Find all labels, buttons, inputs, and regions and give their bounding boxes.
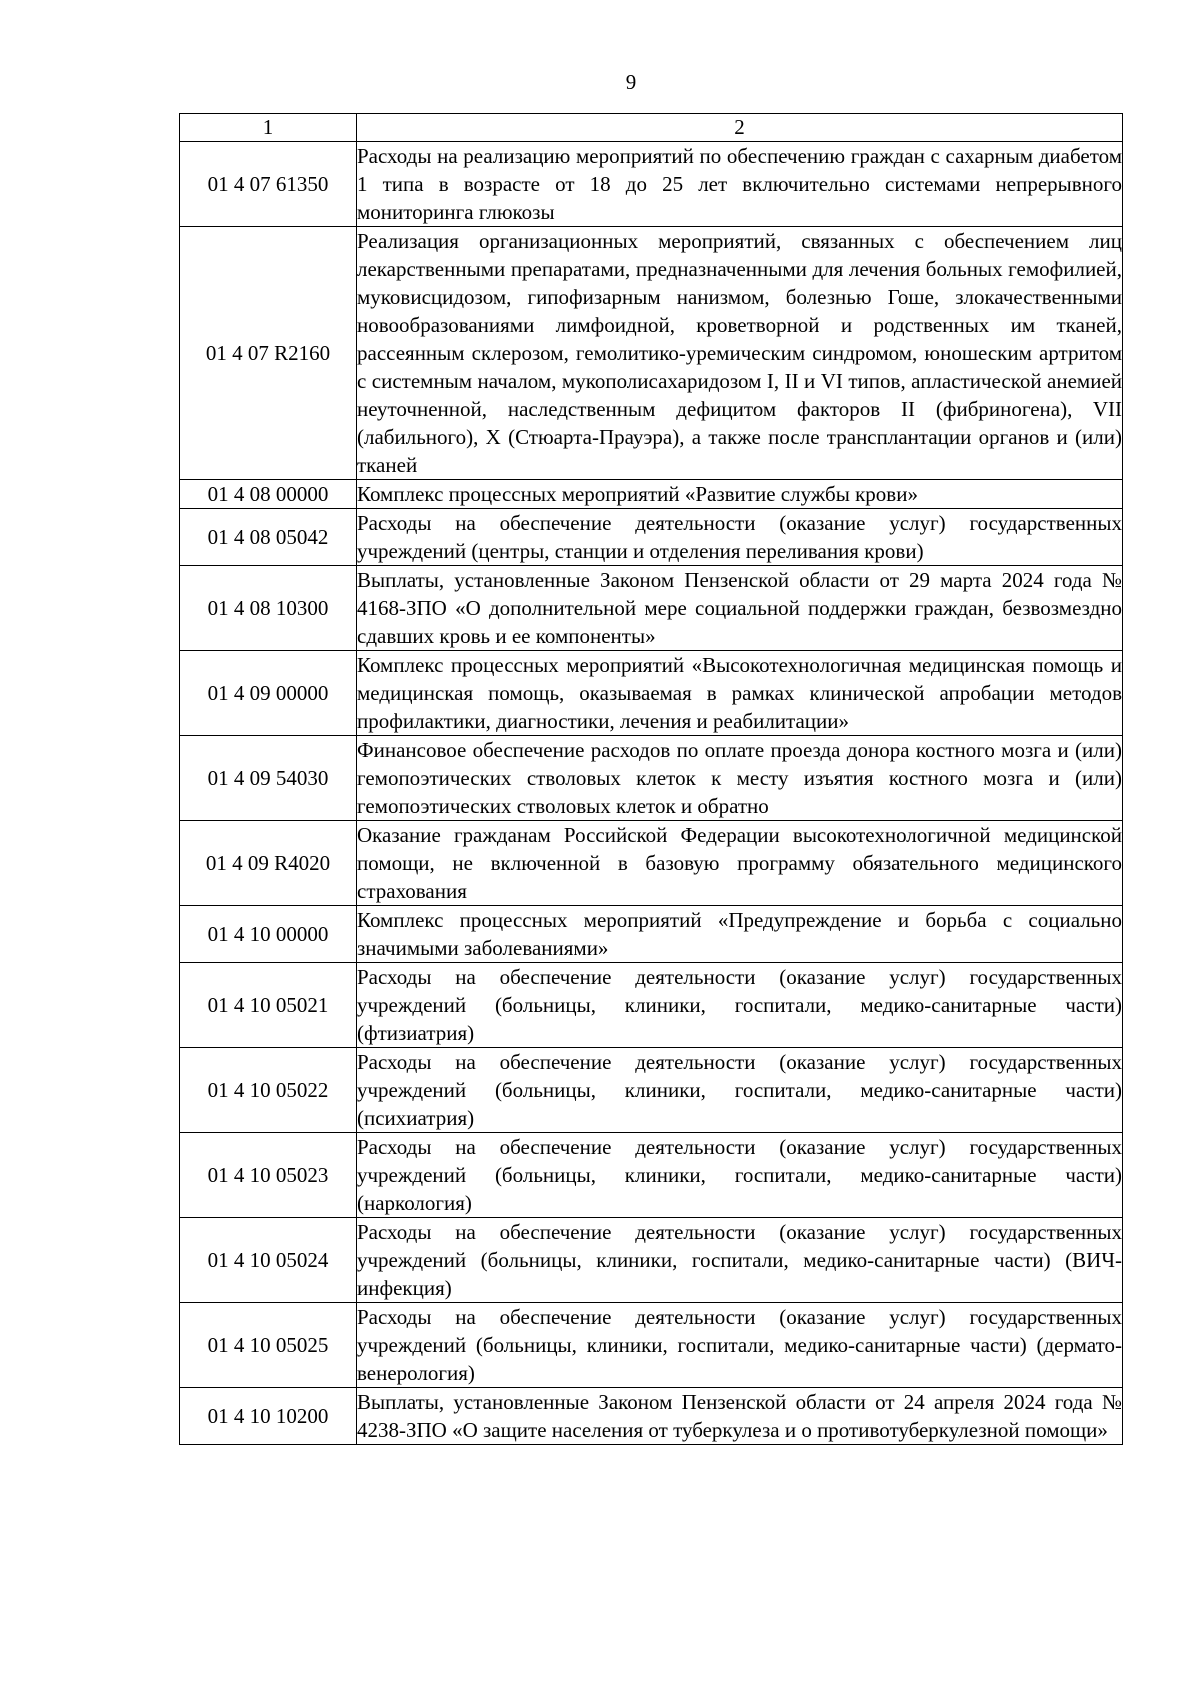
budget-code-cell: 01 4 07 R2160 [180, 227, 357, 480]
description-cell: Расходы на обеспечение деятельности (оказание услуг) государственных учреждений (больницы, клиники, госпитали, медико-санитарные части) (фтизиатрия) [357, 963, 1123, 1048]
table-row [180, 509, 1123, 566]
table-row [180, 142, 1123, 227]
budget-code-cell: 01 4 09 54030 [180, 736, 357, 821]
budget-code-cell: 01 4 09 00000 [180, 651, 357, 736]
page-number: 9 [625, 70, 637, 94]
table-row [180, 651, 1123, 736]
table-row [180, 906, 1123, 963]
budget-code-cell: 01 4 10 05022 [180, 1048, 357, 1133]
description-cell: Расходы на обеспечение деятельности (оказание услуг) государственных учреждений (больницы, клиники, госпитали, медико-санитарные части) (наркология) [357, 1133, 1123, 1218]
table-row [180, 1303, 1123, 1388]
description-cell: Расходы на обеспечение деятельности (оказание услуг) государственных учреждений (больницы, клиники, госпитали, медико-санитарные части) (ВИЧ-инфекция) [357, 1218, 1123, 1303]
table-row [180, 1388, 1123, 1445]
budget-code-cell: 01 4 10 05021 [180, 963, 357, 1048]
budget-code-cell: 01 4 08 05042 [180, 509, 357, 566]
description-cell: Комплекс процессных мероприятий «Развитие службы крови» [357, 480, 1123, 509]
budget-code-cell: 01 4 10 05024 [180, 1218, 357, 1303]
budget-code-cell: 01 4 10 00000 [180, 906, 357, 963]
description-cell: Комплекс процессных мероприятий «Предупреждение и борьба с социально значимыми заболеваниями» [357, 906, 1123, 963]
table-row [180, 1133, 1123, 1218]
budget-code-cell: 01 4 07 61350 [180, 142, 357, 227]
table-row [180, 480, 1123, 509]
table-row [180, 821, 1123, 906]
budget-code-cell: 01 4 08 00000 [180, 480, 357, 509]
table-row [180, 1218, 1123, 1303]
budget-codes-table [179, 113, 1123, 1445]
table-header-row [180, 114, 1123, 142]
description-cell: Расходы на реализацию мероприятий по обеспечению граждан с сахарным диабетом 1 типа в возрасте от 18 до 25 лет включительно системами непрерывного мониторинга глюкозы [357, 142, 1123, 227]
description-cell: Выплаты, установленные Законом Пензенской области от 24 апреля 2024 года № 4238-ЗПО «О защите населения от туберкулеза и о противотуберкулезной помощи» [357, 1388, 1123, 1445]
description-cell: Реализация организационных мероприятий, связанных с обеспечением лиц лекарственными препаратами, предназначенными для лечения больных гемофилией, муковисцидозом, гипофизарным нанизмом, болезнью Гоше, злокачественными новообразованиями лимфоидной, кроветворной и родственных им тканей, рассеянным склерозом, гемолитико-уремическим синдромом, юношеским артритом с системным началом, мукополисахаридозом I, II и VI типов, апластической анемией неуточненной, наследственным дефицитом факторов II (фибриногена), VII (лабильного), X (Стюарта-Прауэра), а также после трансплантации органов и (или) тканей [357, 227, 1123, 480]
table-row [180, 963, 1123, 1048]
table-row [180, 227, 1123, 480]
column-header-code: 1 [180, 114, 357, 142]
budget-code-cell: 01 4 10 05023 [180, 1133, 357, 1218]
description-cell: Оказание гражданам Российской Федерации высокотехнологичной медицинской помощи, не включенной в базовую программу обязательного медицинского страхования [357, 821, 1123, 906]
description-cell: Финансовое обеспечение расходов по оплате проезда донора костного мозга и (или) гемопоэтических стволовых клеток к месту изъятия костного мозга и (или) гемопоэтических стволовых клеток и обратно [357, 736, 1123, 821]
budget-code-cell: 01 4 10 05025 [180, 1303, 357, 1388]
budget-code-cell: 01 4 10 10200 [180, 1388, 357, 1445]
budget-code-cell: 01 4 09 R4020 [180, 821, 357, 906]
description-cell: Выплаты, установленные Законом Пензенской области от 29 марта 2024 года № 4168-ЗПО «О дополнительной мере социальной поддержки граждан, безвозмездно сдавших кровь и ее компоненты» [357, 566, 1123, 651]
description-cell: Расходы на обеспечение деятельности (оказание услуг) государственных учреждений (центры, станции и отделения переливания крови) [357, 509, 1123, 566]
table-row [180, 566, 1123, 651]
description-cell: Комплекс процессных мероприятий «Высокотехнологичная медицинская помощь и медицинская помощь, оказываемая в рамках клинической апробации методов профилактики, диагностики, лечения и реабилитации» [357, 651, 1123, 736]
budget-code-cell: 01 4 08 10300 [180, 566, 357, 651]
table-row [180, 1048, 1123, 1133]
column-header-description: 2 [357, 114, 1123, 142]
description-cell: Расходы на обеспечение деятельности (оказание услуг) государственных учреждений (больницы, клиники, госпитали, медико-санитарные части) (дермато-венерология) [357, 1303, 1123, 1388]
description-cell: Расходы на обеспечение деятельности (оказание услуг) государственных учреждений (больницы, клиники, госпитали, медико-санитарные части) (психиатрия) [357, 1048, 1123, 1133]
table-row [180, 736, 1123, 821]
